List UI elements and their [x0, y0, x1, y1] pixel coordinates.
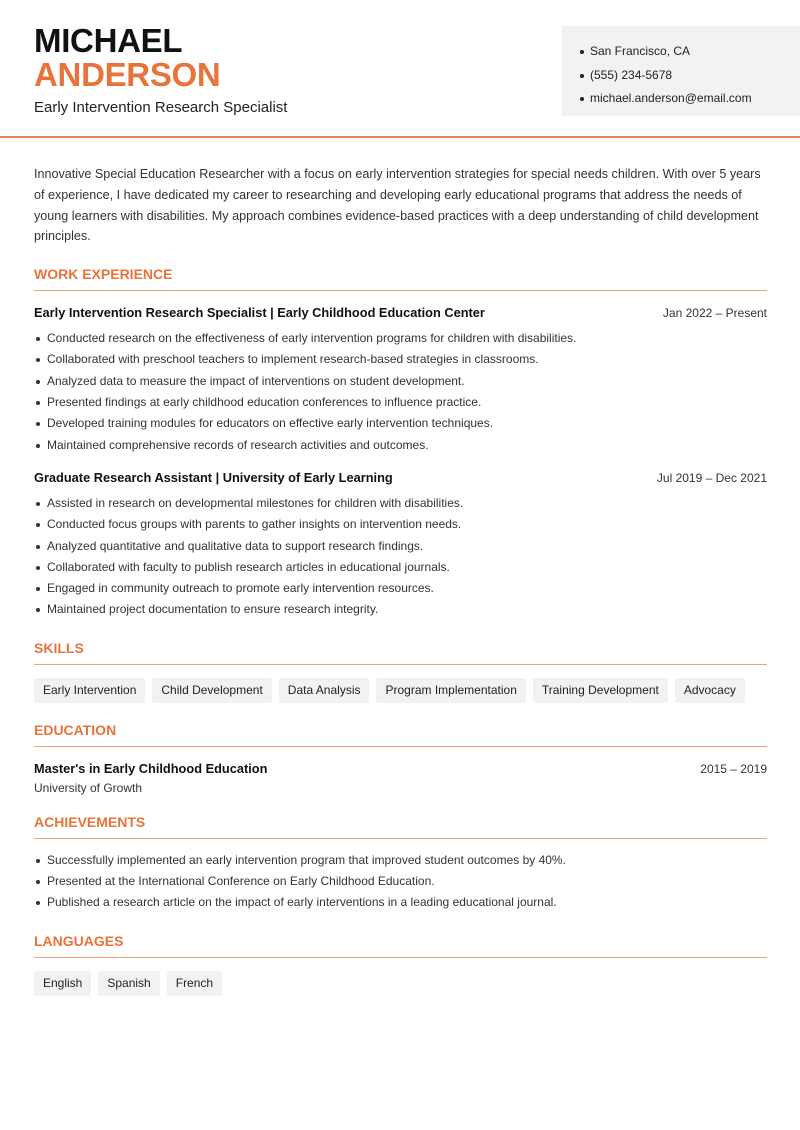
job-bullets: [34, 493, 767, 621]
summary: Innovative Special Education Researcher with a focus on early intervention strategies for special needs children. With over 5 years of experience, I have dedicated my career to researching and developing early educational programs that address the needs of young learners with disabilities. My approach combines evidence-based practices with a deep understanding of child development principles.: [34, 167, 761, 244]
skill-tag: Early Intervention: [34, 678, 145, 703]
skill-tag: Program Implementation: [376, 678, 525, 703]
job-title: Early Intervention Research Specialist: [34, 99, 288, 116]
language-tag: English: [34, 971, 91, 996]
bullet-item: Maintained project documentation to ensure research integrity.: [34, 599, 767, 620]
achievements-list: [34, 850, 767, 914]
section-title-education: EDUCATION: [34, 722, 767, 747]
language-tag: French: [167, 971, 222, 996]
candidate-name: [34, 24, 220, 92]
section-title-languages: LANGUAGES: [34, 933, 767, 958]
job-title: Early Intervention Research Specialist | Early Childhood Education Center: [34, 305, 485, 321]
job-entry: [34, 470, 767, 621]
skill-tag: Advocacy: [675, 678, 745, 703]
degree-title: Master's in Early Childhood Education: [34, 760, 268, 776]
skill-tag: Data Analysis: [279, 678, 370, 703]
contact-email[interactable]: michael.anderson@email.com: [580, 87, 800, 111]
contact-location: San Francisco, CA: [580, 40, 800, 64]
section-title-achievements: ACHIEVEMENTS: [34, 814, 767, 839]
achievement-item: Published a research article on the impact of early interventions in a leading educational journal.: [34, 892, 767, 913]
bullet-item: Presented findings at early childhood education conferences to influence practice.: [34, 392, 767, 413]
last-name: ANDERSON: [34, 56, 221, 93]
education-date: 2015 – 2019: [700, 761, 767, 776]
job-title: Graduate Research Assistant | University of Early Learning: [34, 469, 393, 485]
resume-header: [0, 0, 800, 138]
skills-list: [34, 678, 767, 703]
languages-list: [34, 971, 767, 996]
language-tag: Spanish: [98, 971, 159, 996]
skill-tag: Training Development: [533, 678, 668, 703]
bullet-item: Conducted research on the effectiveness of early intervention programs for children with disabilities.: [34, 328, 767, 349]
education-entry: [34, 761, 767, 795]
first-name: MICHAEL: [34, 22, 183, 59]
bullet-item: Analyzed data to measure the impact of interventions on student development.: [34, 371, 767, 392]
contact-phone: (555) 234-5678: [580, 64, 800, 88]
bullet-item: Developed training modules for educators on effective early intervention techniques.: [34, 413, 767, 434]
achievement-item: Successfully implemented an early intervention program that improved student outcomes by 40%.: [34, 850, 767, 871]
achievement-item: Presented at the International Conference on Early Childhood Education.: [34, 871, 767, 892]
skill-tag: Child Development: [152, 678, 271, 703]
bullet-item: Analyzed quantitative and qualitative data to support research findings.: [34, 536, 767, 557]
job-date: Jul 2019 – Dec 2021: [656, 470, 767, 485]
bullet-item: Engaged in community outreach to promote early intervention resources.: [34, 578, 767, 599]
job-entry: [34, 305, 767, 456]
school-name: University of Growth: [34, 780, 143, 795]
bullet-item: Collaborated with preschool teachers to implement research-based strategies in classrooms.: [34, 349, 767, 370]
bullet-item: Assisted in research on developmental milestones for children with disabilities.: [34, 493, 767, 514]
contact-box: [562, 26, 800, 116]
section-title-work: WORK EXPERIENCE: [34, 266, 767, 291]
job-bullets: [34, 328, 767, 456]
bullet-item: Conducted focus groups with parents to gather insights on intervention needs.: [34, 514, 767, 535]
job-date: Jan 2022 – Present: [662, 306, 767, 321]
resume-body: [34, 164, 767, 996]
bullet-item: Maintained comprehensive records of research activities and outcomes.: [34, 435, 767, 456]
section-title-skills: SKILLS: [34, 640, 767, 665]
bullet-item: Collaborated with faculty to publish research articles in educational journals.: [34, 557, 767, 578]
